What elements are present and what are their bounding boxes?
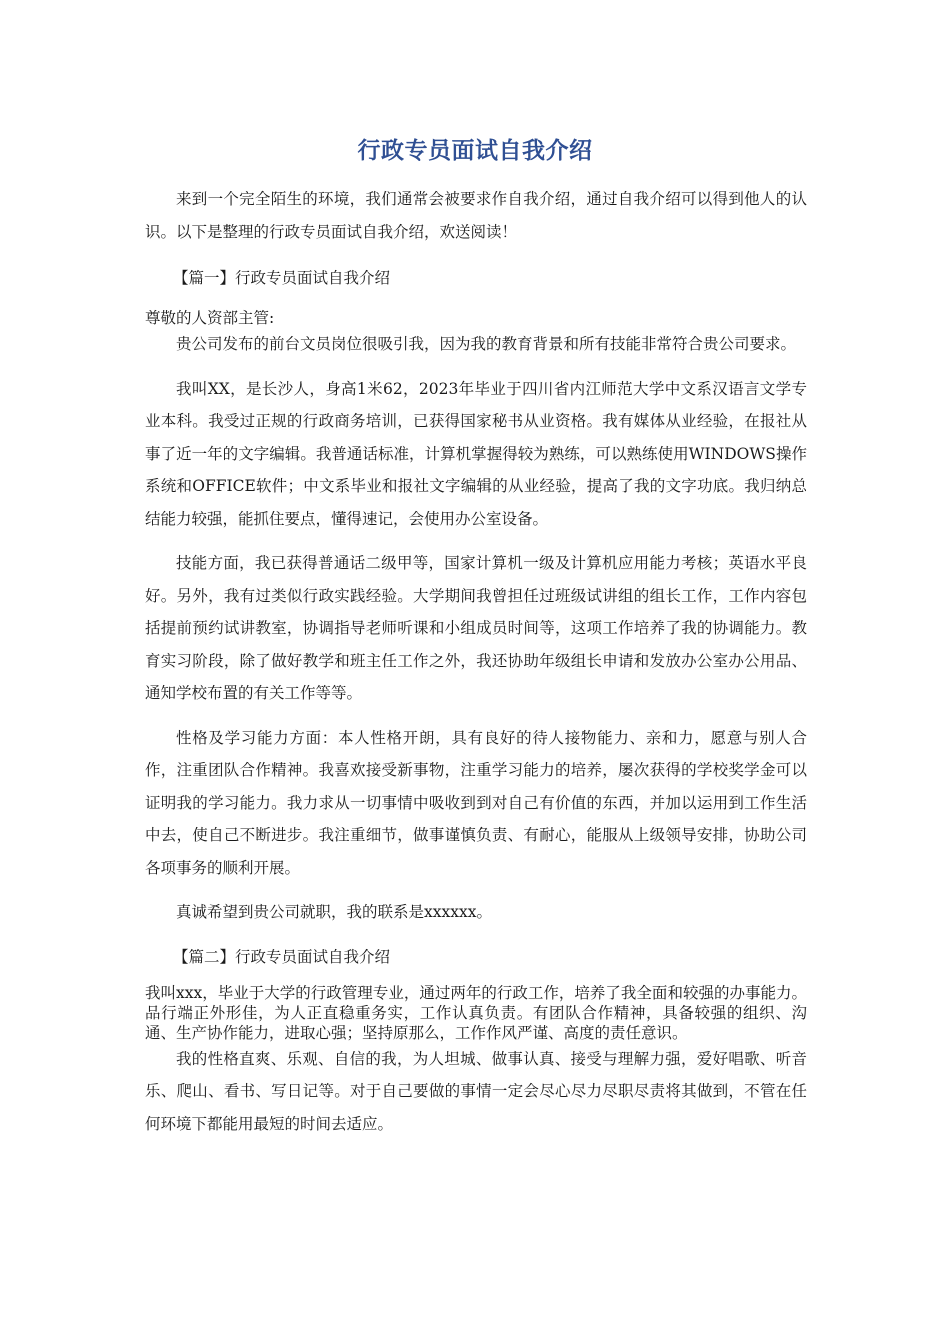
- body-paragraph: 我叫xxx，毕业于大学的行政管理专业，通过两年的行政工作，培养了我全面和较强的办事能力。品行端正外形佳，为人正直稳重务实，工作认真负责。有团队合作精神，具备较强的组织、沟通、生产协作能力，进取心强；坚持原那么，工作作风严谨、高度的责任意识。: [145, 983, 807, 1042]
- body-paragraph: 技能方面，我已获得普通话二级甲等，国家计算机一级及计算机应用能力考核；英语水平良好。另外，我有过类似行政实践经验。大学期间我曾担任过班级试讲组的组长工作，工作内容包括提前预约试讲教室，协调指导老师听课和小组成员时间等，这项工作培养了我的协调能力。教育实习阶段，除了做好教学和班主任工作之外，我还协助年级组长申请和发放办公室办公用品、通知学校布置的有关工作等等。: [145, 554, 807, 702]
- salutation: 尊敬的人资部主管:: [145, 309, 275, 327]
- body-paragraph: 我叫XX，是长沙人，身高1米62，2023年毕业于四川省内江师范大学中文系汉语言文学专业本科。我受过正规的行政商务培训，已获得国家秘书从业资格。我有媒体从业经验，在报社从事了近一年的文字编辑。我普通话标准，计算机掌握得较为熟练，可以熟练使用WINDOWS操作系统和OFFICE软件；中文系毕业和报社文字编辑的从业经验，提高了我的文字功底。我归纳总结能力较强，能抓住要点，懂得速记，会使用办公室设备。: [145, 379, 807, 528]
- body-paragraph: 性格及学习能力方面：本人性格开朗，具有良好的待人接物能力、亲和力，愿意与别人合作，注重团队合作精神。我喜欢接受新事物，注重学习能力的培养，屡次获得的学校奖学金可以证明我的学习能力。我力求从一切事情中吸收到到对自己有价值的东西，并加以运用到工作生活中去，使自己不断进步。我注重细节，做事谨慎负责、有耐心，能服从上级领导安排，协助公司各项事务的顺利开展。: [145, 728, 807, 877]
- section-heading-1: 【篇一】行政专员面试自我介绍: [173, 269, 391, 287]
- intro-paragraph: 来到一个完全陌生的环境，我们通常会被要求作自我介绍，通过自我介绍可以得到他人的认识。以下是整理的行政专员面试自我介绍，欢送阅读！: [145, 190, 807, 241]
- body-paragraph: 贵公司发布的前台文员岗位很吸引我，因为我的教育背景和所有技能非常符合贵公司要求。: [176, 335, 797, 353]
- document-body: [145, 183, 807, 1140]
- closing-paragraph: 真诚希望到贵公司就职，我的联系是xxxxxx。: [176, 903, 492, 921]
- document-title: 行政专员面试自我介绍: [357, 138, 593, 164]
- section-heading-2: 【篇二】行政专员面试自我介绍: [173, 947, 391, 966]
- body-paragraph: 我的性格直爽、乐观、自信的我，为人坦城、做事认真、接受与理解力强，爱好唱歌、听音乐、爬山、看书、写日记等。对于自己要做的事情一定会尽心尽力尽职尽责将其做到，不管在任何环境下都能用最短的时间去适应。: [145, 1049, 807, 1133]
